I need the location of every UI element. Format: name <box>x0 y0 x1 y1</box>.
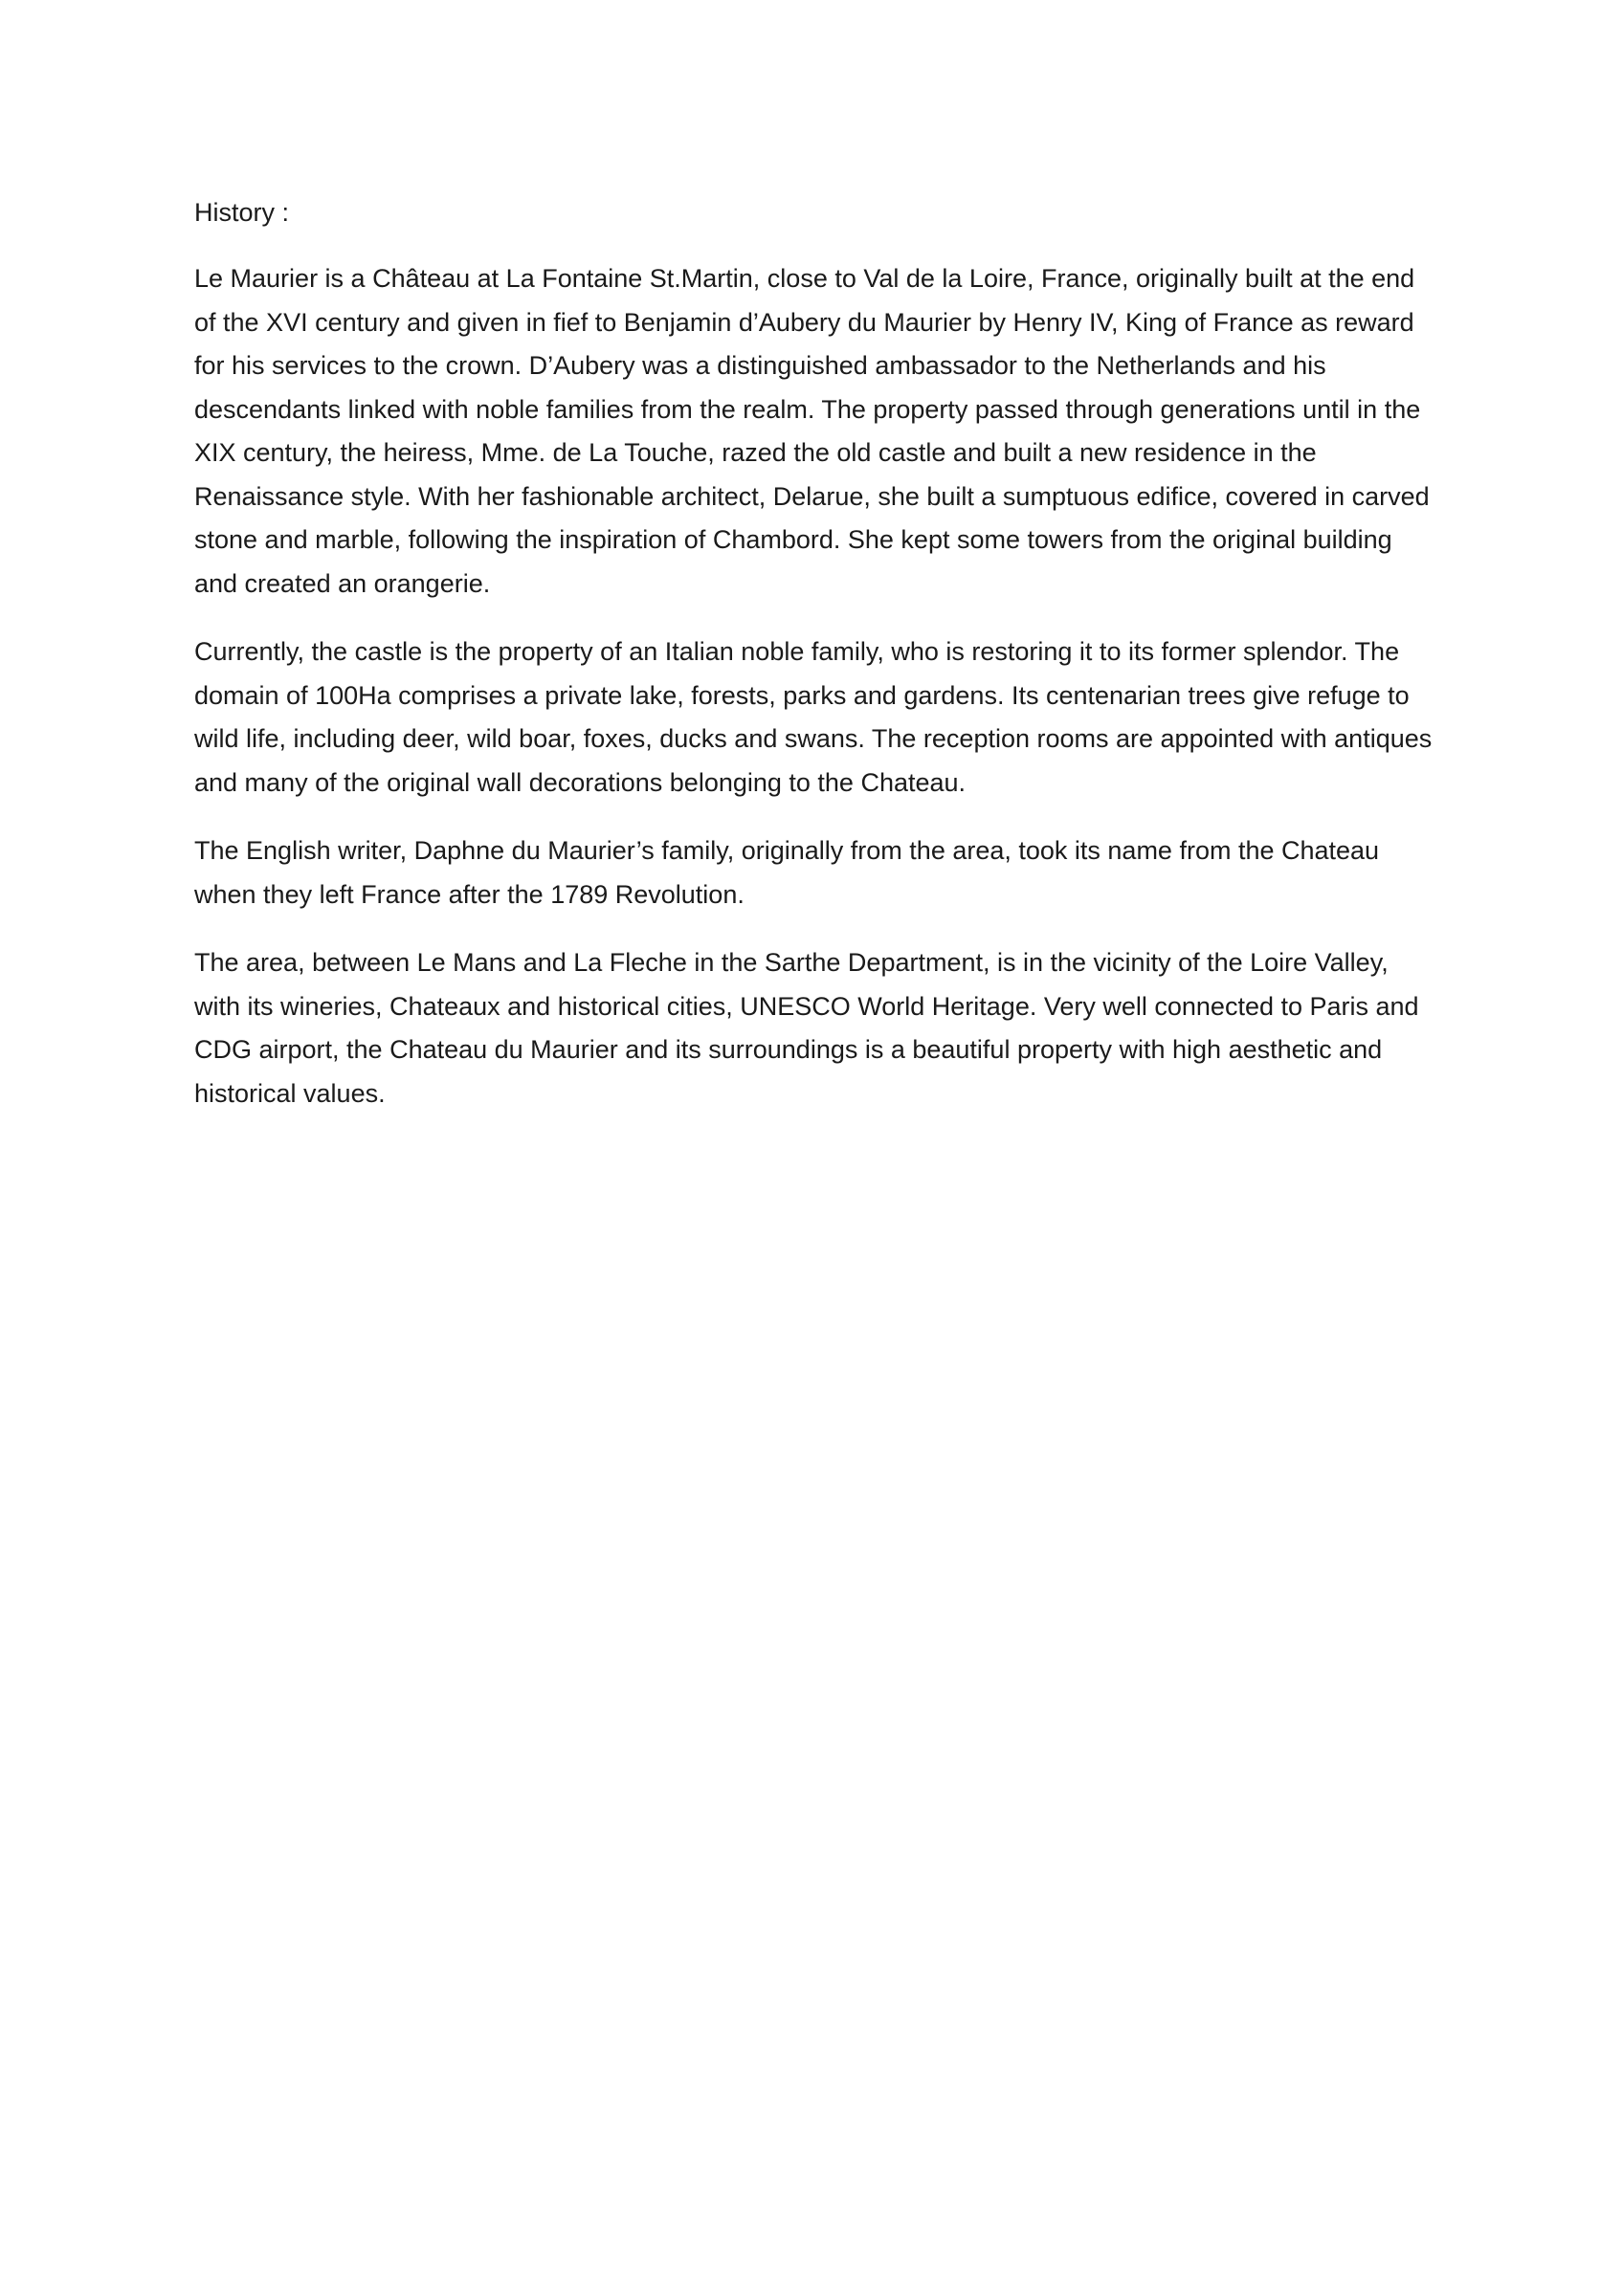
section-heading: History : <box>194 198 290 227</box>
paragraph-daphne-du-maurier: The English writer, Daphne du Maurier’s family, originally from the area, took its name from the Chateau when they left France after the 1789 Revolution. <box>194 836 1380 909</box>
document-body <box>194 191 1438 1140</box>
paragraph-history-origin: Le Maurier is a Château at La Fontaine St.Martin, close to Val de la Loire, France, originally built at the end of the XVI century and given in fief to Benjamin d’Aubery du Maurier by Henry IV, King of France as reward for his services to the crown. D’Aubery was a distinguished ambassador to the Netherlands and his descendants linked with noble families from the realm. The property passed through generations until in the XIX century, the heiress, Mme. de La Touche, razed the old castle and built a new residence in the Renaissance style. With her fashionable architect, Delarue, she built a sumptuous edifice, covered in carved stone and marble, following the inspiration of Chambord. She kept some towers from the original building and created an orangerie. <box>194 264 1430 598</box>
paragraph-area-location: The area, between Le Mans and La Fleche in the Sarthe Department, is in the vicinity of the Loire Valley, with its wineries, Chateaux and historical cities, UNESCO World Heritage. Very well connected to Paris and CDG airport, the Chateau du Maurier and its surroundings is a beautiful property with high aesthetic and historical values. <box>194 948 1419 1108</box>
paragraph-current-ownership: Currently, the castle is the property of an Italian noble family, who is restoring it to its former splendor. The domain of 100Ha comprises a private lake, forests, parks and gardens. Its centenarian trees give refuge to wild life, including deer, wild boar, foxes, ducks and swans. The reception rooms are appointed with antiques and many of the original wall decorations belonging to the Chateau. <box>194 637 1433 797</box>
